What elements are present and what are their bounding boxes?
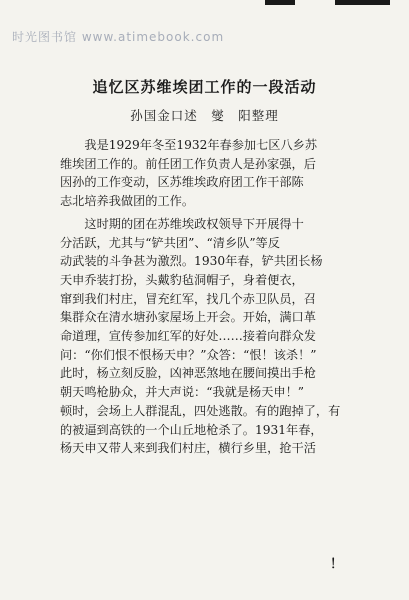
text-line: 顿时，会场上人群混乱，四处逃散。有的跑掉了，有 [60,403,341,418]
text-line: 的被逼到高铁的一个山丘地枪杀了。1931年春， [60,422,323,437]
article-byline: 孙国金口述 燮 阳整理 [130,108,279,123]
text-line: 我是1929年冬至1932年春参加七区八乡苏 [84,138,318,152]
text-line: 朝天鸣枪胁众，并大声说：“我就是杨天申！” [60,385,305,400]
text-line: 这时期的团在苏维埃政权领导下开展得十 [84,216,304,231]
text-line: 分活跃，尤其与“铲共团”、“清乡队”等反 [60,235,280,250]
text-line: 问：“你们恨不恨杨天申？”众答：“恨！该杀！” [60,347,317,362]
text-line: 天申乔装打扮，头戴豹毡洞帽子，身着便衣， [60,272,304,287]
text-line: 因孙的工作变动，区苏维埃政府团工作干部陈 [60,175,304,190]
top-edge-marks [0,0,409,20]
text-line: 命道理，宣传参加红军的好处……接着向群众发 [60,329,316,344]
watermark: 时光图书馆 www.atimebook.com [12,30,225,44]
text-line: 此时，杨立刻反脸，凶神恶煞地在腰间摸出手枪 [60,366,316,381]
text-line: 维埃团工作的。前任团工作负责人是孙家强，后 [60,156,316,171]
text-line: 集群众在清水塘孙家屋场上开会。开始，满口革 [60,310,316,325]
article-body [60,136,356,458]
text-line: 杨天申又带人来到我们村庄，横行乡里，抢干活 [60,441,316,456]
top-edge-mark [265,0,295,5]
text-line: 动武装的斗争甚为激烈。1930年春，铲共团长杨 [60,254,323,269]
text-line: 志北培养我做团的工作。 [60,194,195,209]
page-edge-mark: ！ [330,557,344,572]
text-line: 窜到我们村庄，冒充红军，找几个赤卫队员，召 [60,291,316,306]
top-edge-mark [335,0,390,5]
article-title: 追忆区苏维埃团工作的一段活动 [92,78,317,96]
